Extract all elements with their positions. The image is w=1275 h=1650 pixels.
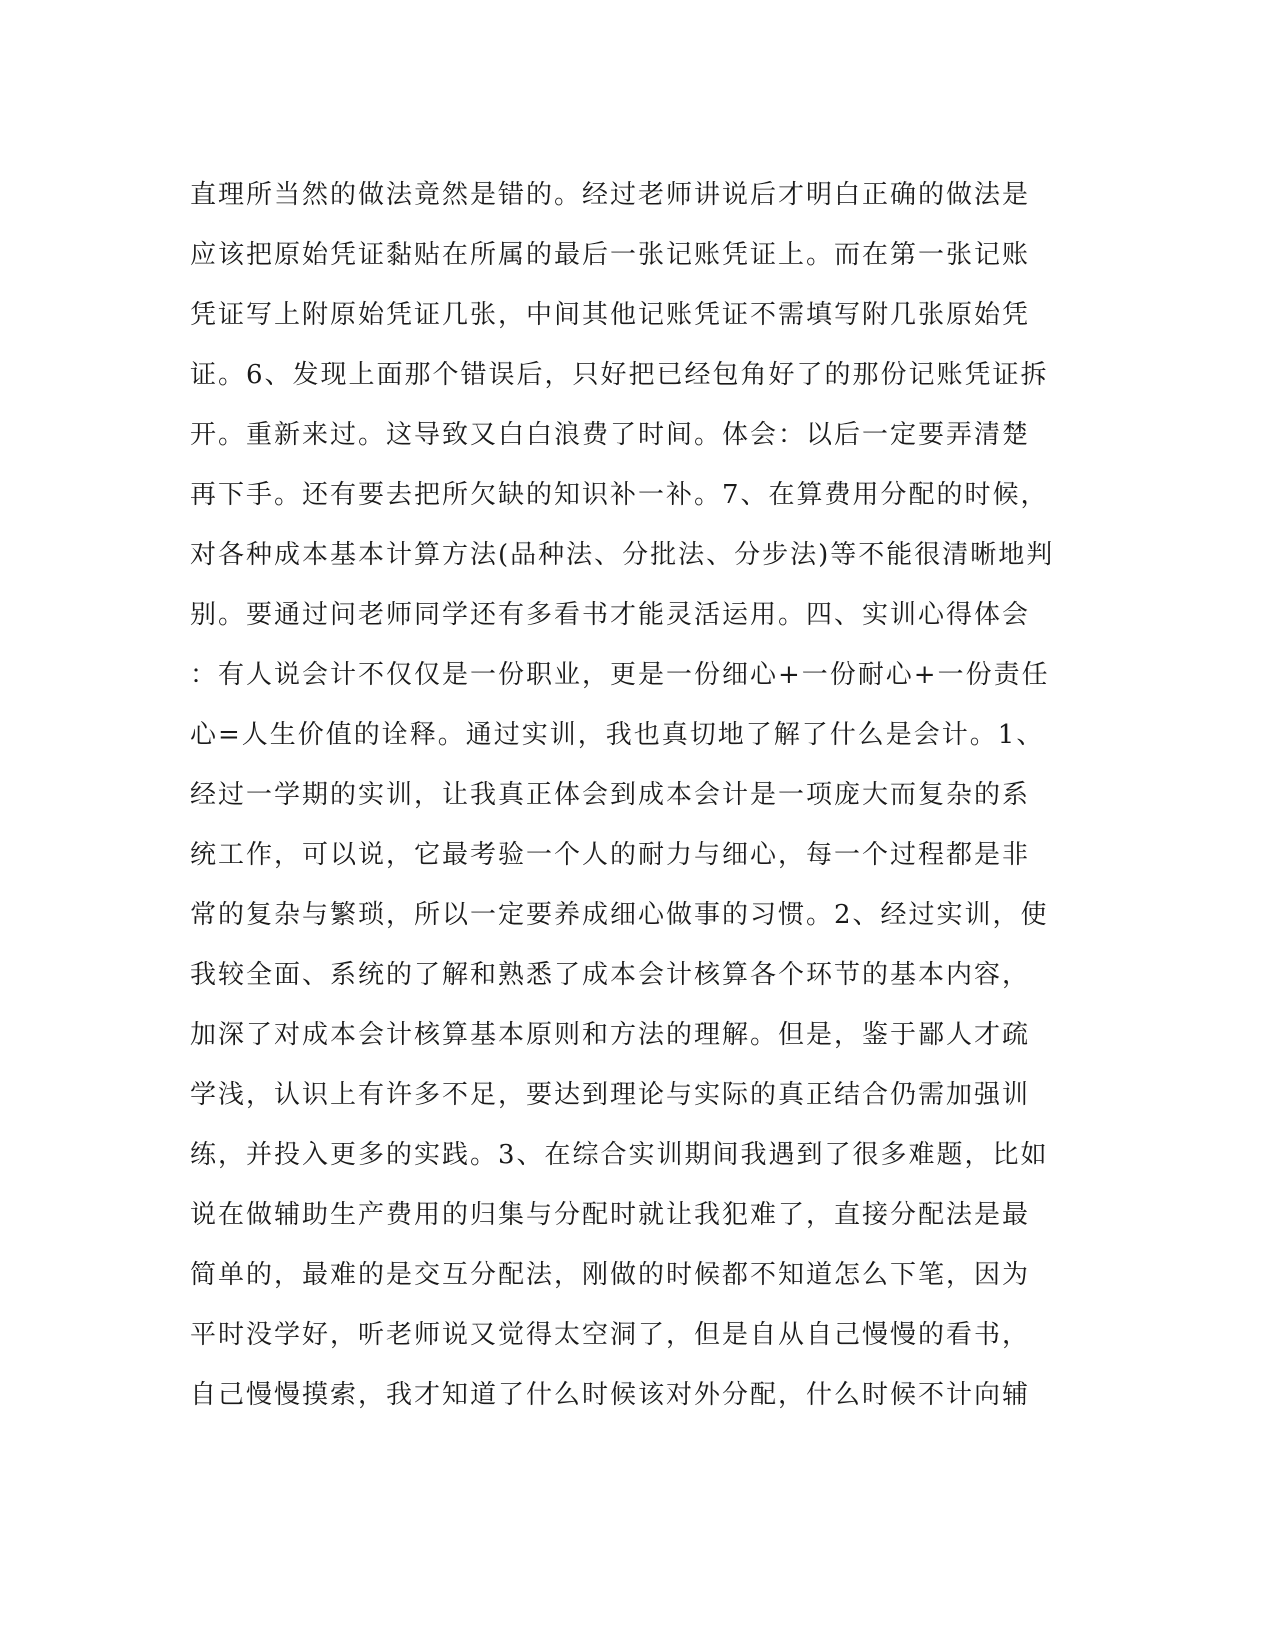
text-line: 简单的，最难的是交互分配法，刚做的时候都不知道怎么下笔，因为: [190, 1260, 1031, 1290]
text-line: 证。6、发现上面那个错误后，只好把已经包角好了的那份记账凭证拆: [190, 360, 1049, 390]
text-line: 统工作，可以说，它最考验一个人的耐力与细心，每一个过程都是非: [190, 840, 1031, 870]
text-line: 我较全面、系统的了解和熟悉了成本会计核算各个环节的基本内容，: [190, 960, 1031, 990]
text-line: 开。重新来过。这导致又白白浪费了时间。体会：以后一定要弄清楚: [190, 420, 1031, 450]
text-line: 自己慢慢摸索，我才知道了什么时候该对外分配，什么时候不计向辅: [190, 1380, 1031, 1410]
text-line: 再下手。还有要去把所欠缺的知识补一补。7、在算费用分配的时候，: [190, 480, 1049, 510]
text-line: 直理所当然的做法竟然是错的。经过老师讲说后才明白正确的做法是: [190, 180, 1031, 210]
text-line: 凭证写上附原始凭证几张，中间其他记账凭证不需填写附几张原始凭: [190, 300, 1031, 330]
text-line: ：有人说会计不仅仅是一份职业，更是一份细心+一份耐心+一份责任: [190, 660, 1050, 690]
text-line: 应该把原始凭证黏贴在所属的最后一张记账凭证上。而在第一张记账: [190, 240, 1031, 270]
text-line: 练，并投入更多的实践。3、在综合实训期间我遇到了很多难题，比如: [190, 1140, 1049, 1170]
text-line: 加深了对成本会计核算基本原则和方法的理解。但是，鉴于鄙人才疏: [190, 1020, 1031, 1050]
text-line: 别。要通过问老师同学还有多看书才能灵活运用。四、实训心得体会: [190, 600, 1031, 630]
text-line: 经过一学期的实训，让我真正体会到成本会计是一项庞大而复杂的系: [190, 780, 1031, 810]
text-line: 常的复杂与繁琐，所以一定要养成细心做事的习惯。2、经过实训，使: [190, 900, 1049, 930]
text-line: 说在做辅助生产费用的归集与分配时就让我犯难了，直接分配法是最: [190, 1200, 1031, 1230]
text-line: 平时没学好，听老师说又觉得太空洞了，但是自从自己慢慢的看书，: [190, 1320, 1031, 1350]
text-line: 心=人生价值的诠释。通过实训，我也真切地了解了什么是会计。1、: [190, 720, 1045, 750]
body-text: [190, 165, 1090, 1425]
text-line: 对各种成本基本计算方法(品种法、分批法、分步法)等不能很清晰地判: [190, 540, 1055, 570]
text-line: 学浅，认识上有许多不足，要达到理论与实际的真正结合仍需加强训: [190, 1080, 1031, 1110]
